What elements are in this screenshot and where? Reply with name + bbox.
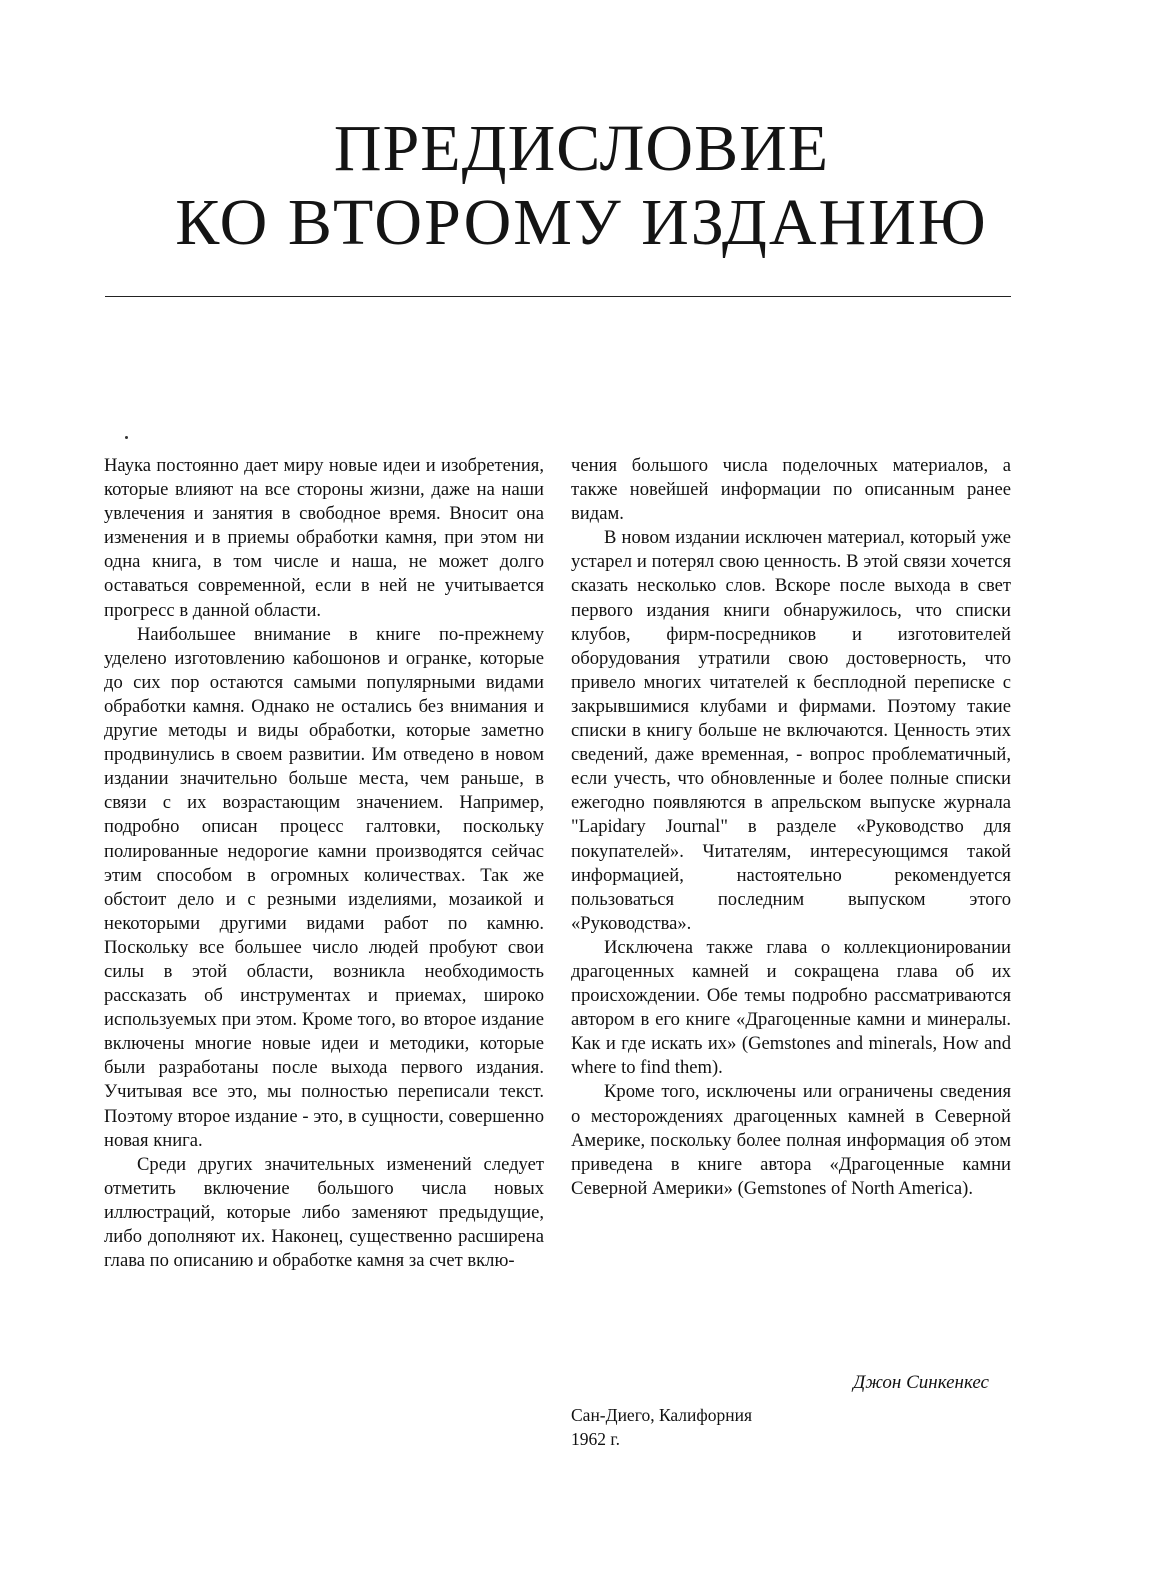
page-title-line-1: ПРЕДИСЛОВИЕ <box>333 112 830 185</box>
paragraph: В новом издании исключен материал, который уже устарел и потерял свою ценность. В этой связи хочется сказать несколько слов. Вскоре после выхода в свет первого издания книги обнаружилось, что списки клубов, фирм-посредников и изготовителей оборудования утратили свою достоверность, что привело многих читателей к бесплодной переписке с закрывшимися клубами и фирмами. Поэтому такие списки в книгу больше не включаются. Ценность этих сведений, даже временная, - вопрос проблематичный, если учесть, что обновленные и более полные списки ежегодно появляются в апрельском выпуске журнала "Lapidary Journal" в разделе «Руководство для покупателей». Читателям, интересующимся такой информацией, настоятельно рекомендуется пользоваться последним выпуском этого «Руководства». <box>571 527 1011 934</box>
author-signature: Джон Синкенкес <box>853 1372 989 1393</box>
title-divider <box>105 296 1011 297</box>
right-column <box>571 454 1011 1201</box>
left-column <box>104 454 544 1273</box>
paragraph: Кроме того, исключены или ограничены сведения о месторождениях драгоценных камней в Северной Америке, поскольку более полная информация об этом приведена в книге автора «Драгоценные камни Северной Америки» (Gemstones of North America). <box>571 1081 1011 1199</box>
paragraph: чения большого числа поделочных материалов, а также новейшей информации по описанным ранее видам. <box>571 455 1011 525</box>
page-title-line-2: КО ВТОРОМУ ИЗДАНИЮ <box>175 186 988 259</box>
paragraph: Наибольшее внимание в книге по-прежнему уделено изготовлению кабошонов и огранке, которые до сих пор остаются самыми популярными видами обработки камня. Однако не остались без внимания и другие методы и виды обработки, которые заметно продвинулись в своем развитии. Им отведено в новом издании значительно больше места, чем раньше, в связи с их возрастающим значением. Например, подробно описан процесс галтовки, поскольку полированные недорогие камни производятся сейчас этим способом в огромных количествах. Так же обстоит дело и с резными изделиями, мозаикой и некоторыми другими видами работ по камню. Поскольку все большее число людей пробуют свои силы в этой области, возникла необходимость рассказать об инструментах и приемах, широко используемых при этом. Кроме того, во второе издание включены многие новые идеи и методики, которые были разработаны после выхода первого издания. Учитывая все это, мы полностью переписали текст. Поэтому второе издание - это, в сущности, совершенно новая книга. <box>104 623 544 1151</box>
place-line: Сан-Диего, Калифорния <box>571 1405 753 1425</box>
scan-speck <box>125 436 128 439</box>
year-line: 1962 г. <box>571 1429 620 1449</box>
paragraph: Исключена также глава о коллекционировании драгоценных камней и сокращена глава об их происхождении. Обе темы подробно рассматриваются автором в его книге «Драгоценные камни и минералы. Как и где искать их» (Gemstones and minerals, How and where to find them). <box>571 936 1011 1079</box>
paragraph: Наука постоянно дает миру новые идеи и изобретения, которые влияют на все стороны жизни, даже на наши увлечения и занятия в свободное время. Вносит она изменения и в приемы обработки камня, при этом ни одна книга, в том числе и наша, не может долго оставаться современной, если в ней не учитывается прогресс в данной области. <box>104 455 544 621</box>
paragraph: Среди других значительных изменений следует отметить включение большого числа новых иллюстраций, которые либо заменяют предыдущие, либо дополняют их. Наконец, существенно расширена глава по описанию и обработке камня за счет вклю- <box>104 1153 544 1272</box>
